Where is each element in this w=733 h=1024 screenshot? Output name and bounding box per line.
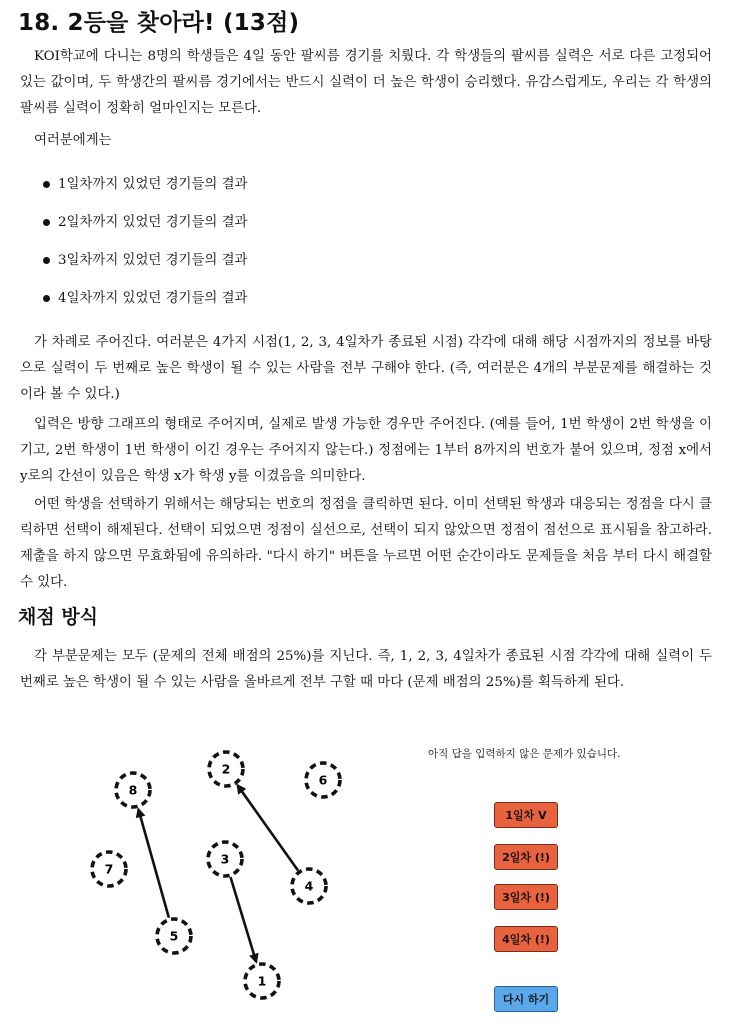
list-item: 1일차까지 있었던 경기들의 결과: [26, 172, 247, 210]
problem-title: 18. 2등을 찾아라! (13점): [18, 10, 300, 36]
bullet-icon: [43, 181, 50, 188]
intro-paragraph: KOI학교에 다니는 8명의 학생들은 4일 동안 팔씨름 경기를 치뤘다. 각 학생들의 팔씨름 실력은 서로 다른 고정되어 있는 값이며, 두 학생간의 팔씨름 경기에서는 반드시 실력이 더 높은 학생이 승리했다. 유감스럽게도, 우리는 각 학생의 팔씨름 실력이 정확히 얼마인지는 모른다.: [20, 49, 712, 116]
scoring-paragraph: 각 부분문제는 모두 (문제의 전체 배점의 25%)를 지닌다. 즉, 1, 2, 3, 4일차가 종료된 시점 각각에 대해 실력이 두 번째로 높은 학생이 될 수 있는 사람을 올바르게 전부 구할 때 마다 (문제 배점의 25%)를 획득하게 된다.: [20, 649, 712, 690]
scoring-heading: 채점 방식: [18, 606, 99, 628]
day4-button[interactable]: 4일차 (!): [494, 926, 558, 952]
bullet-icon: [43, 295, 50, 302]
graph-node-3[interactable]: [208, 842, 242, 876]
day1-button[interactable]: 1일차 V: [494, 802, 558, 828]
days-list: [26, 172, 247, 324]
graph-node-2[interactable]: [209, 752, 243, 786]
list-item: 4일차까지 있었던 경기들의 결과: [26, 286, 247, 324]
graph-node-7[interactable]: [92, 852, 126, 886]
list-item: 2일차까지 있었던 경기들의 결과: [26, 210, 247, 248]
edge-3-1: [231, 877, 257, 962]
graph-node-6[interactable]: [306, 763, 340, 797]
node-label: 4: [304, 878, 314, 894]
day3-button[interactable]: 3일차 (!): [494, 884, 558, 910]
tournament-graph: [0, 740, 400, 1024]
to-you-text: 여러분에게는: [34, 133, 112, 148]
node-label: 1: [257, 973, 267, 989]
graph-node-1[interactable]: [245, 964, 279, 998]
node-label: 3: [220, 851, 230, 867]
node-label: 2: [221, 761, 231, 777]
list-item: 3일차까지 있었던 경기들의 결과: [26, 248, 247, 286]
day2-button[interactable]: 2일차 (!): [494, 844, 558, 870]
node-layer: [92, 752, 340, 998]
graph-node-5[interactable]: [157, 919, 191, 953]
node-label: 8: [128, 782, 138, 798]
bullet-icon: [43, 219, 50, 226]
edge-4-2: [238, 785, 298, 870]
status-message: 아직 답을 입력하지 않은 문제가 있습니다.: [428, 748, 621, 760]
input-paragraph: 입력은 방향 그래프의 형태로 주어지며, 실제로 발생 가능한 경우만 주어진다. (예를 들어, 1번 학생이 2번 학생을 이기고, 2번 학생이 1번 학생이 이긴 경우는 주어지지 않는다.) 정점에는 1부터 8까지의 번호가 붙어 있으며, 정점 x에서 y로의 간선이 있음은 학생 x가 학생 y를 이겼음을 의미한다.: [20, 417, 712, 484]
howto-paragraph: 어떤 학생을 선택하기 위해서는 해당되는 번호의 정점을 클릭하면 된다. 이미 선택된 학생과 대응되는 정점을 다시 클릭하면 선택이 해제된다. 선택이 되었으면 정점이 실선으로, 선택이 되지 않았으면 정점이 점선으로 표시됨을 참고하라. 제출을 하지 않으면 무효화됨에 유의하라. "다시 하기" 버튼을 누르면 어떤 순간이라도 문제들을 처음 부터 다시 해결할 수 있다.: [20, 497, 712, 590]
given-paragraph: 가 차례로 주어진다. 여러분은 4가지 시점(1, 2, 3, 4일차가 종료된 시점) 각각에 대해 해당 시점까지의 정보를 바탕으로 실력이 두 번째로 높은 학생이 될 수 있는 사람을 전부 구해야 한다. (즉, 여러분은 4개의 부분문제를 해결하는 것이라 볼 수 있다.): [20, 335, 712, 402]
node-label: 7: [104, 861, 114, 877]
bullet-icon: [43, 257, 50, 264]
graph-node-8[interactable]: [116, 773, 150, 807]
graph-node-4[interactable]: [292, 869, 326, 903]
node-label: 6: [318, 772, 328, 788]
node-label: 5: [169, 928, 179, 944]
reset-button[interactable]: 다시 하기: [494, 986, 558, 1012]
edge-5-8: [138, 809, 168, 917]
